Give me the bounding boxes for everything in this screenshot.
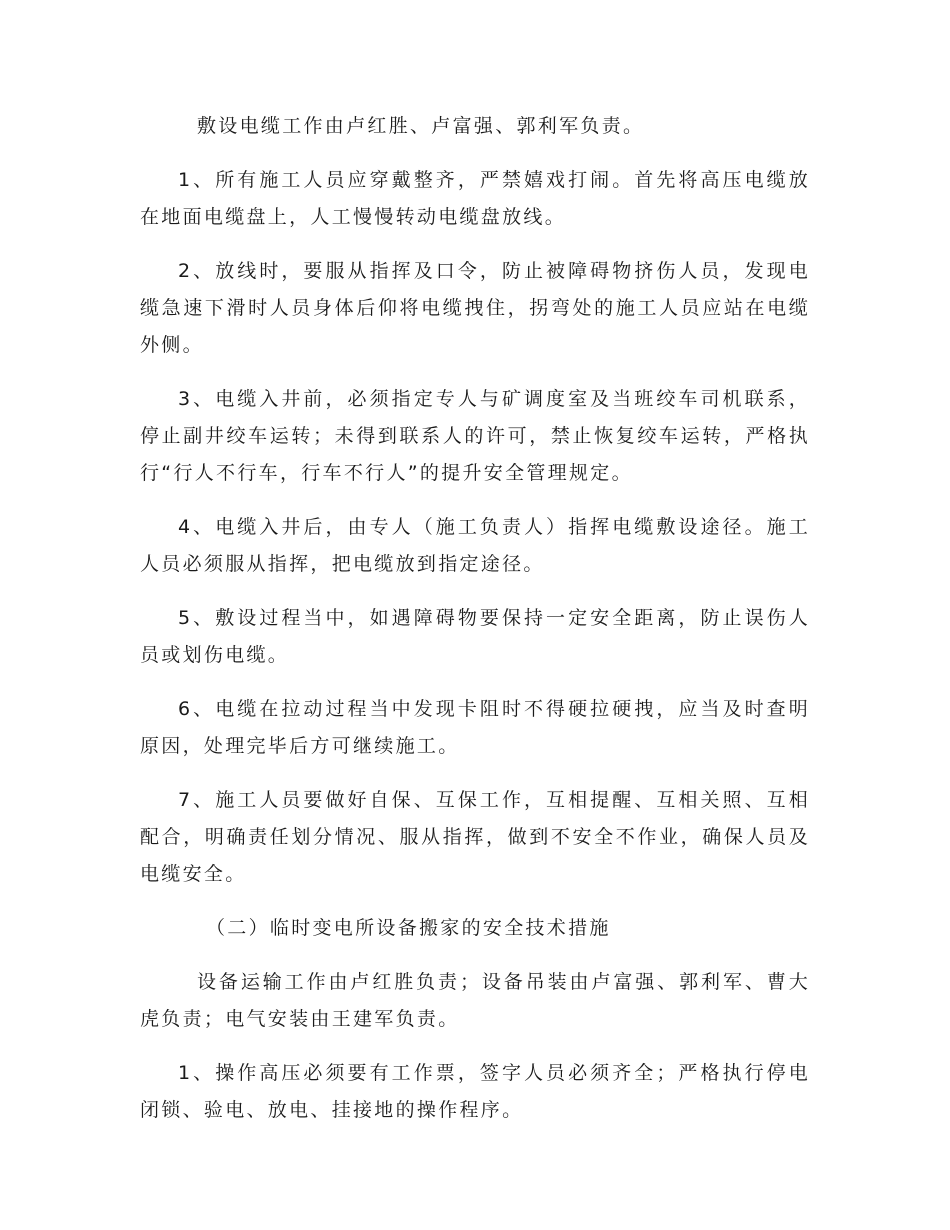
- document-body: [140, 108, 810, 1146]
- paragraph-item-1: 1、所有施工人员应穿戴整齐，严禁嬉戏打闹。首先将高压电缆放在地面电缆盘上，人工慢慢转动电缆盘放线。: [140, 169, 810, 228]
- paragraph-intro-cable-laying: 敷设电缆工作由卢红胜、卢富强、郭利军负责。: [197, 115, 645, 137]
- paragraph-item-1-high-voltage: 1、操作高压必须要有工作票，签字人员必须齐全；严格执行停电闭锁、验电、放电、挂接地的操作程序。: [140, 1062, 810, 1121]
- paragraph-intro-equipment: 设备运输工作由卢红胜负责；设备吊装由卢富强、郭利军、曹大虎负责；电气安装由王建军负责。: [140, 971, 810, 1030]
- paragraph-item-7: 7、施工人员要做好自保、互保工作，互相提醒、互相关照、互相配合，明确责任划分情况、服从指挥，做到不安全不作业，确保人员及电缆安全。: [140, 789, 810, 885]
- section-heading: （二）临时变电所设备搬家的安全技术措施: [206, 917, 611, 939]
- paragraph-item-2: 2、放线时，要服从指挥及口令，防止被障碍物挤伤人员，发现电缆急速下滑时人员身体后仰将电缆拽住，拐弯处的施工人员应站在电缆外侧。: [140, 260, 810, 356]
- paragraph-item-6: 6、电缆在拉动过程当中发现卡阻时不得硬拉硬拽，应当及时查明原因，处理完毕后方可继续施工。: [140, 698, 810, 757]
- paragraph-item-4: 4、电缆入井后，由专人（施工负责人）指挥电缆敷设途径。施工人员必须服从指挥，把电缆放到指定途径。: [140, 516, 810, 575]
- paragraph-item-3: 3、电缆入井前，必须指定专人与矿调度室及当班绞车司机联系，停止副井绞车运转；未得到联系人的许可，禁止恢复绞车运转，严格执行“行人不行车，行车不行人”的提升安全管理规定。: [140, 388, 810, 484]
- paragraph-item-5: 5、敷设过程当中，如遇障碍物要保持一定安全距离，防止误伤人员或划伤电缆。: [140, 607, 810, 666]
